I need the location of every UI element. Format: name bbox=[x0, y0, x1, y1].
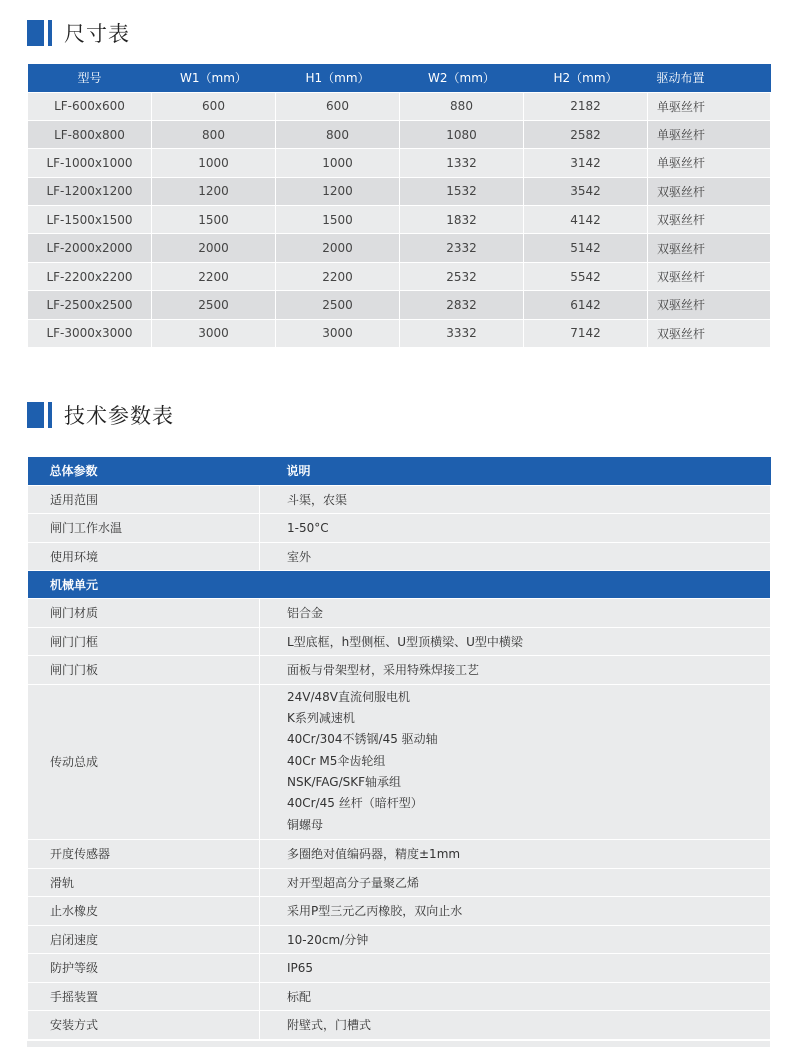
cell-drive: 单驱丝杆 bbox=[648, 92, 771, 120]
header-drive: 驱动布置 bbox=[648, 64, 771, 92]
param-value: 10-20cm/分钟 bbox=[260, 925, 771, 954]
cell-model: LF-2000x2000 bbox=[28, 234, 152, 262]
cell-h1: 2500 bbox=[276, 291, 400, 319]
cell-h2: 3142 bbox=[524, 149, 648, 177]
cell-w2: 1332 bbox=[400, 149, 524, 177]
mech-section-row bbox=[28, 571, 771, 599]
cell-w1: 1000 bbox=[152, 149, 276, 177]
cell-w1: 2500 bbox=[152, 291, 276, 319]
mech-param-row bbox=[28, 897, 771, 926]
mech-param-row bbox=[28, 627, 771, 656]
cell-w1: 1200 bbox=[152, 177, 276, 205]
heading-bar-accent bbox=[48, 402, 52, 428]
transmission-line: 40Cr M5伞齿轮组 bbox=[287, 753, 386, 768]
cell-h2: 2182 bbox=[524, 92, 648, 120]
cell-w2: 3332 bbox=[400, 319, 524, 347]
param-key: 防护等级 bbox=[28, 954, 260, 983]
param-key: 闸门门框 bbox=[28, 627, 260, 656]
param-value: 多圈绝对值编码器，精度±1mm bbox=[260, 840, 771, 869]
cell-drive: 单驱丝杆 bbox=[648, 120, 771, 148]
cell-h2: 4142 bbox=[524, 206, 648, 234]
heading-bar-icon bbox=[27, 402, 44, 428]
tech-table-header-row bbox=[28, 457, 771, 485]
heading-bar-icon bbox=[27, 20, 44, 46]
tech-table bbox=[27, 457, 771, 1040]
cell-w2: 2332 bbox=[400, 234, 524, 262]
table-row bbox=[28, 234, 771, 262]
param-value: IP65 bbox=[260, 954, 771, 983]
table-row bbox=[28, 92, 771, 120]
param-value: L型底框，h型侧框、U型顶横梁、U型中横梁 bbox=[260, 627, 771, 656]
cell-h2: 5142 bbox=[524, 234, 648, 262]
param-key: 适用范围 bbox=[28, 485, 260, 514]
mech-param-row bbox=[28, 840, 771, 869]
param-key: 开度传感器 bbox=[28, 840, 260, 869]
tech-table-heading bbox=[27, 400, 174, 430]
table-row bbox=[28, 177, 771, 205]
mech-param-row bbox=[28, 868, 771, 897]
cell-w2: 1832 bbox=[400, 206, 524, 234]
cell-drive: 双驱丝杆 bbox=[648, 177, 771, 205]
cell-h1: 600 bbox=[276, 92, 400, 120]
param-value: 面板与骨架型材，采用特殊焊接工艺 bbox=[260, 656, 771, 685]
cell-drive: 双驱丝杆 bbox=[648, 234, 771, 262]
cell-model: LF-2200x2200 bbox=[28, 262, 152, 290]
mech-param-row bbox=[28, 1011, 771, 1040]
mech-param-row bbox=[28, 925, 771, 954]
param-value: 标配 bbox=[260, 982, 771, 1011]
cell-w2: 2832 bbox=[400, 291, 524, 319]
table-row bbox=[28, 262, 771, 290]
cell-w2: 880 bbox=[400, 92, 524, 120]
param-key: 安装方式 bbox=[28, 1011, 260, 1040]
cell-h1: 1500 bbox=[276, 206, 400, 234]
cell-drive: 双驱丝杆 bbox=[648, 319, 771, 347]
cell-model: LF-2500x2500 bbox=[28, 291, 152, 319]
size-table-header-row bbox=[28, 64, 771, 92]
param-key: 闸门门板 bbox=[28, 656, 260, 685]
param-key: 手摇装置 bbox=[28, 982, 260, 1011]
cell-w1: 1500 bbox=[152, 206, 276, 234]
mech-param-row bbox=[28, 599, 771, 628]
size-table-title: 尺寸表 bbox=[64, 22, 130, 46]
cell-w2: 2532 bbox=[400, 262, 524, 290]
header-h2: H2（mm） bbox=[524, 64, 648, 92]
cell-w2: 1532 bbox=[400, 177, 524, 205]
param-value: 室外 bbox=[260, 542, 771, 571]
param-key: 闸门工作水温 bbox=[28, 514, 260, 543]
transmission-line: 铜螺母 bbox=[287, 817, 324, 832]
header-w2: W2（mm） bbox=[400, 64, 524, 92]
param-key: 使用环境 bbox=[28, 542, 260, 571]
table-row bbox=[28, 206, 771, 234]
heading-bar-accent bbox=[48, 20, 52, 46]
transmission-row bbox=[28, 684, 771, 840]
cell-h2: 2582 bbox=[524, 120, 648, 148]
cell-drive: 双驱丝杆 bbox=[648, 262, 771, 290]
transmission-line: 40Cr/304不锈钢/45 驱动轴 bbox=[287, 732, 438, 747]
param-key: 滑轨 bbox=[28, 868, 260, 897]
transmission-line: K系列减速机 bbox=[287, 710, 355, 725]
cell-h1: 3000 bbox=[276, 319, 400, 347]
mech-param-row bbox=[28, 954, 771, 983]
header-w1: W1（mm） bbox=[152, 64, 276, 92]
cell-model: LF-1000x1000 bbox=[28, 149, 152, 177]
cell-h2: 7142 bbox=[524, 319, 648, 347]
param-value: 铝合金 bbox=[260, 599, 771, 628]
general-param-row bbox=[28, 542, 771, 571]
general-param-row bbox=[28, 485, 771, 514]
cell-w1: 600 bbox=[152, 92, 276, 120]
header-h1: H1（mm） bbox=[276, 64, 400, 92]
cell-model: LF-1500x1500 bbox=[28, 206, 152, 234]
cell-w2: 1080 bbox=[400, 120, 524, 148]
cell-h1: 1000 bbox=[276, 149, 400, 177]
transmission-line: NSK/FAG/SKF轴承组 bbox=[287, 775, 402, 790]
transmission-line: 24V/48V直流伺服电机 bbox=[287, 689, 411, 704]
cell-w1: 2000 bbox=[152, 234, 276, 262]
cell-h2: 5542 bbox=[524, 262, 648, 290]
mech-param-row bbox=[28, 656, 771, 685]
general-param-row bbox=[28, 514, 771, 543]
table-row bbox=[28, 149, 771, 177]
param-value: 采用P型三元乙丙橡胶，双向止水 bbox=[260, 897, 771, 926]
header-description: 说明 bbox=[260, 457, 771, 485]
mech-section-title: 机械单元 bbox=[28, 571, 771, 599]
cell-h1: 2000 bbox=[276, 234, 400, 262]
cell-model: LF-3000x3000 bbox=[28, 319, 152, 347]
header-model: 型号 bbox=[28, 64, 152, 92]
mech-param-row bbox=[28, 982, 771, 1011]
transmission-line: 40Cr/45 丝杆（暗杆型） bbox=[287, 796, 423, 811]
cell-drive: 双驱丝杆 bbox=[648, 206, 771, 234]
cell-model: LF-600x600 bbox=[28, 92, 152, 120]
cell-h1: 800 bbox=[276, 120, 400, 148]
cell-h2: 6142 bbox=[524, 291, 648, 319]
cell-h2: 3542 bbox=[524, 177, 648, 205]
size-table-heading bbox=[27, 18, 130, 48]
size-table bbox=[27, 64, 771, 348]
param-value: 斗渠，农渠 bbox=[260, 485, 771, 514]
table-row bbox=[28, 291, 771, 319]
param-key: 止水橡皮 bbox=[28, 897, 260, 926]
cell-drive: 单驱丝杆 bbox=[648, 149, 771, 177]
cell-model: LF-1200x1200 bbox=[28, 177, 152, 205]
tech-table-title: 技术参数表 bbox=[64, 404, 174, 428]
table-row bbox=[28, 120, 771, 148]
param-value: 附壁式，门槽式 bbox=[260, 1011, 771, 1040]
param-value: 对开型超高分子量聚乙烯 bbox=[260, 868, 771, 897]
transmission-lines bbox=[260, 684, 771, 840]
cell-drive: 双驱丝杆 bbox=[648, 291, 771, 319]
table-continuation bbox=[27, 1041, 770, 1047]
cell-h1: 1200 bbox=[276, 177, 400, 205]
table-row bbox=[28, 319, 771, 347]
cell-w1: 3000 bbox=[152, 319, 276, 347]
cell-model: LF-800x800 bbox=[28, 120, 152, 148]
header-general-params: 总体参数 bbox=[28, 457, 260, 485]
param-key: 闸门材质 bbox=[28, 599, 260, 628]
cell-w1: 2200 bbox=[152, 262, 276, 290]
cell-h1: 2200 bbox=[276, 262, 400, 290]
param-key: 启闭速度 bbox=[28, 925, 260, 954]
cell-w1: 800 bbox=[152, 120, 276, 148]
param-key: 传动总成 bbox=[28, 684, 260, 840]
param-value: 1-50°C bbox=[260, 514, 771, 543]
